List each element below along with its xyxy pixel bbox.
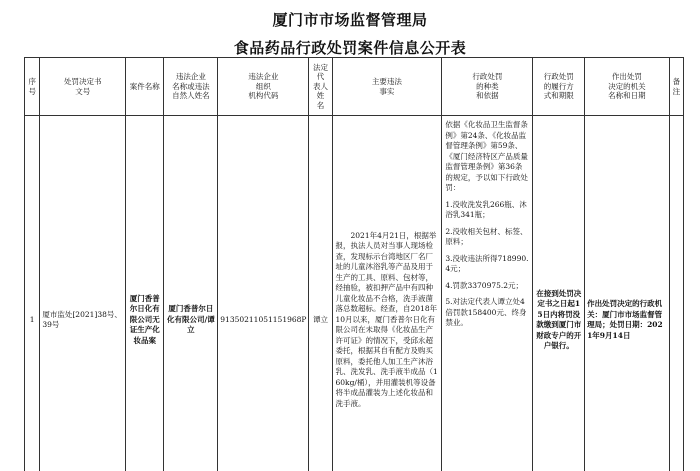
header-legal-rep	[309, 58, 332, 116]
table-row	[25, 116, 684, 471]
header-line: 名	[316, 100, 325, 110]
header-note	[669, 58, 683, 116]
cell-note	[669, 116, 683, 471]
header-case-name	[126, 58, 164, 116]
header-line: 名称和日期	[608, 91, 646, 101]
cell-org-code: 91350211051151968P	[218, 116, 309, 471]
cell-basis	[442, 116, 533, 471]
header-line: 决定的机关	[608, 81, 646, 91]
basis-paragraph: 4.罚款3370975.2元；	[445, 280, 524, 290]
header-line: 注	[672, 86, 681, 96]
header-line: 的种类	[476, 81, 499, 91]
basis-paragraph: 3.没收违法所得718990.4元；	[445, 253, 529, 273]
basis-paragraph: 5.对法定代表人谭立处4倍罚款158400元、终身禁业。	[445, 297, 527, 327]
penalty-info-table	[24, 57, 684, 471]
table-title: 食品药品行政处罚案件信息公开表	[233, 39, 467, 57]
header-facts	[332, 58, 442, 116]
basis-paragraph: 依据《化妆品卫生监督条例》第24条、《化妆品监督管理条例》第59条、《厦门经济特区产品质量监督管理条例》第36条的规定，予以如下行政处罚：	[445, 120, 528, 192]
cell-seq: 1	[25, 116, 40, 471]
header-authority	[585, 58, 670, 116]
basis-paragraph: 2.没收相关包材、标签、原料；	[445, 226, 528, 246]
header-line: 备	[672, 77, 681, 86]
header-basis	[442, 58, 533, 116]
cell-enterprise: 厦门香普尔日化有限公司/谭立	[164, 116, 218, 471]
header-line: 行政处罚	[543, 72, 574, 82]
header-line: 文号	[75, 86, 91, 96]
header-performance	[533, 58, 585, 116]
header-line: 和依据	[476, 91, 499, 101]
header-line: 法定代	[312, 62, 328, 82]
cell-doc-no: 厦市监处[2021]38号、39号	[40, 116, 126, 471]
cell-facts: 2021年4月21日，根据举报，执法人员对当事人现场检查，发现标示台湾地区厂名厂址的儿童沐浴乳等产品及用于生产的工具、原料、包材等，经抽验，被扣押产品中有四种儿童化妆品不合格，洗手液菌落总数超标。经查，自2018年10月以来，厦门香普尔日化有限公司在未取得《化妆品生产许可证》的情况下，受邱永超委托，根据其自有配方及购买原料，委托他人加工生产沐浴乳、洗发乳、洗手液半成品（160kg/桶），并用灌装机等设备将半成品灌装为上述化妆品和洗手液。	[332, 116, 442, 471]
header-line: 自然人姓名	[172, 91, 210, 101]
header-seq	[25, 58, 40, 116]
basis-paragraph: 1.没收洗发乳266瓶、沐浴乳341瓶；	[445, 199, 527, 219]
header-org-code	[218, 58, 309, 116]
agency-title: 厦门市市场监督管理局	[272, 11, 428, 29]
cell-case-name: 厦门香普尔日化有限公司无证生产化妆品案	[126, 116, 164, 471]
header-line: 违法企业	[248, 72, 279, 82]
cell-legal-rep: 谭立	[309, 116, 332, 471]
header-line: 机构代码	[248, 91, 279, 101]
header-line: 行政处罚	[472, 72, 503, 82]
header-doc-no	[40, 58, 126, 116]
table-header-row	[25, 58, 684, 116]
header-line: 主要违法	[371, 77, 402, 86]
cell-performance: 在接到处罚决定书之日起15日内将罚没款缴到厦门市财政专户的开户银行。	[533, 116, 585, 471]
header-line: 序	[28, 77, 36, 86]
header-line: 式和期限	[543, 91, 574, 101]
header-line: 违法企业	[175, 72, 206, 82]
header-line: 表人姓	[312, 81, 328, 101]
header-line: 号	[28, 86, 36, 96]
header-line: 作出处罚	[611, 72, 642, 82]
header-line: 的履行方	[543, 81, 574, 91]
header-line: 组织	[255, 81, 271, 91]
header-line: 案件名称	[129, 81, 160, 91]
header-enterprise	[164, 58, 218, 116]
header-line: 名称或违法	[172, 81, 210, 91]
cell-authority: 作出处罚决定的行政机关：厦门市市场监督管理局；处罚日期：2021年9月14日	[585, 116, 670, 471]
header-line: 处罚决定书	[63, 77, 102, 86]
header-line: 事实	[379, 86, 395, 96]
